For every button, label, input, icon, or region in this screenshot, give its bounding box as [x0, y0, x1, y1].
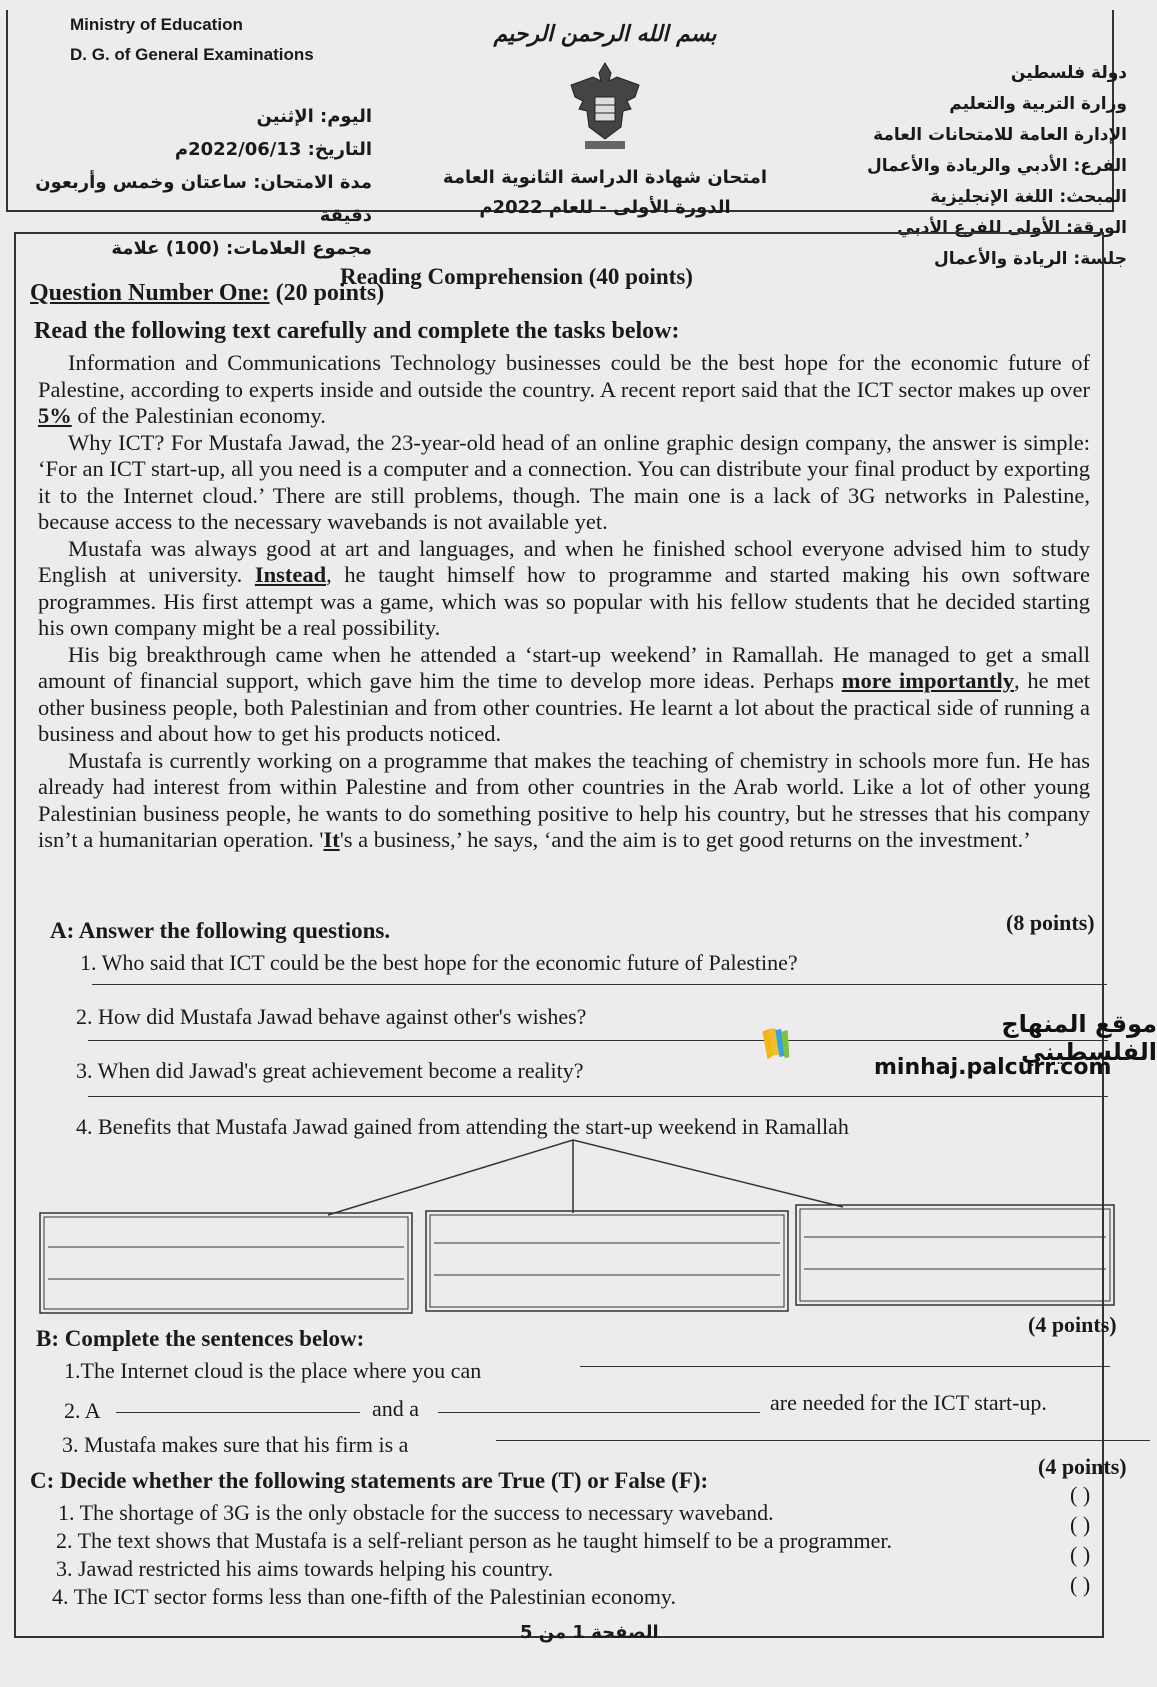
text: of the Palestinian economy.	[71, 403, 326, 428]
sentence-b2-start: 2. A	[64, 1398, 101, 1423]
exam-session: الدورة الأولى - للعام 2022م	[479, 197, 731, 218]
sentence-b1: 1.The Internet cloud is the place where you can	[64, 1358, 482, 1383]
ministry-line: Ministry of Education	[70, 15, 243, 34]
paragraph-3	[38, 536, 1090, 642]
exam-date: التاريخ: 2022/06/13م	[174, 139, 372, 160]
blank-b2-second[interactable]	[438, 1412, 760, 1413]
benefits-diagram	[38, 1135, 1118, 1315]
question-a3: 3. When did Jawad's great achievement become a reality?	[76, 1058, 584, 1083]
section-b-points: (4 points)	[1028, 1312, 1117, 1337]
exam-duration: مدة الامتحان: ساعتان وخمس وأربعون دقيقة	[35, 172, 372, 226]
directorate-ar: الإدارة العامة للامتحانات العامة	[873, 125, 1127, 145]
page-footer: الصفحة 1 من 5	[520, 1622, 659, 1643]
benefit-box-3[interactable]	[796, 1205, 1114, 1305]
sentence-b2-mid: and a	[372, 1396, 420, 1421]
sentence-b2-end: are needed for the ICT start-up.	[770, 1390, 1047, 1415]
subject: المبحث: اللغة الإنجليزية	[930, 187, 1127, 207]
paragraph-5	[38, 748, 1090, 854]
book-logo-icon	[760, 990, 860, 1100]
header-center	[440, 22, 770, 223]
text: 's a business,’ he says, ‘and the aim is to get good returns on the investment.’	[339, 827, 1031, 852]
question-points: (20 points)	[275, 280, 385, 306]
underlined-word: 5%	[38, 403, 72, 428]
exam-day: اليوم: الإثنين	[256, 106, 372, 127]
branch: الفرع: الأدبي والريادة والأعمال	[866, 156, 1127, 176]
question-a2: 2. How did Mustafa Jawad behave against other's wishes?	[76, 1004, 587, 1029]
answer-line-a1[interactable]	[92, 984, 1107, 985]
blank-b3[interactable]	[496, 1440, 1150, 1441]
session-name: جلسة: الريادة والأعمال	[934, 249, 1127, 269]
ministry-block-en	[70, 10, 314, 70]
text: Mustafa was always good at art and languages, and when he finished school everyone advised him to study English at university.	[38, 535, 1090, 587]
question-label: Question Number One:	[30, 280, 270, 306]
text: , he met other business people, both Palestinian and from other countries. He learnt a lot about the practical side of running a business and about how to get his products noticed.	[38, 668, 1090, 746]
question-a4: 4. Benefits that Mustafa Jawad gained from attending the start-up weekend in Ramallah	[76, 1114, 849, 1139]
section-a-points: (8 points)	[1006, 910, 1095, 935]
eagle-emblem-icon	[565, 57, 645, 153]
blank-b1[interactable]	[580, 1366, 1110, 1367]
answer-line-a3[interactable]	[88, 1096, 1108, 1097]
blank-b2-first[interactable]	[116, 1412, 360, 1413]
text: , he taught himself how to programme and started making his own software programmes. His first attempt was a game, which was so popular with his fellow students that he decided starting his own company might be a real possibility.	[38, 562, 1090, 640]
statement-c1: 1. The shortage of 3G is the only obstacle for the success to necessary waveband.	[58, 1500, 774, 1525]
section-title: Reading Comprehension (40 points)	[340, 264, 693, 289]
underlined-word: Instead	[254, 562, 327, 587]
state-name: دولة فلسطين	[1010, 63, 1127, 83]
benefit-box-1[interactable]	[40, 1213, 412, 1313]
exam-title: امتحان شهادة الدراسة الثانوية العامة	[442, 167, 768, 188]
text: Information and Communications Technology businesses could be the best hope for the economic future of Palestine, according to experts inside and outside the country. A recent report said that the ICT sector makes up over	[38, 350, 1090, 402]
paper: الورقة: الأولى للفرع الأدبي	[897, 218, 1127, 238]
statement-c4: 4. The ICT sector forms less than one-fifth of the Palestinian economy.	[52, 1584, 677, 1609]
section-c-points: (4 points)	[1038, 1454, 1127, 1479]
section-a-title: A: Answer the following questions.	[50, 918, 391, 943]
underlined-word: It	[323, 827, 340, 852]
section-c-title: C: Decide whether the following statements are True (T) or False (F):	[30, 1468, 709, 1493]
ministry-name-ar: وزارة التربية والتعليم	[949, 94, 1127, 114]
directorate-line: D. G. of General Examinations	[70, 45, 314, 64]
statement-c3: 3. Jawad restricted his aims towards helping his country.	[56, 1556, 554, 1581]
watermark-url[interactable]: minhaj.palcurr.com	[874, 1055, 1112, 1080]
reading-passage	[38, 350, 1090, 854]
section-b-title: B: Complete the sentences below:	[36, 1326, 365, 1351]
sentence-b3: 3. Mustafa makes sure that his firm is a	[62, 1432, 409, 1457]
answer-paren-c1[interactable]: ( )	[1070, 1482, 1091, 1507]
text: Mustafa is currently working on a programme that makes the teaching of chemistry in schools more fun. He has already had interest from within Palestine and from other countries in the Arab world. Like a lot of other young Palestinian business people, he wants to do something positive to help his country, but he stresses that his company isn’t a humanitarian operation. '	[38, 747, 1090, 852]
paragraph-2: Why ICT? For Mustafa Jawad, the 23-year-old head of an online graphic design company, the answer is simple: ‘For an ICT start-up, all you need is a computer and a connection. You can distribute your final product by exporting it to the Internet cloud.’ There are still problems, though. The main one is a lack of 3G networks in Palestine, because access to the necessary wavebands is not available yet.	[38, 429, 1090, 534]
watermark-site-name: موقع المنهاج الفلسطيني	[1001, 1010, 1157, 1066]
paragraph-4	[38, 642, 1090, 748]
answer-paren-c3[interactable]: ( )	[1070, 1542, 1091, 1567]
paragraph-1	[38, 350, 1090, 430]
statement-c2: 2. The text shows that Mustafa is a self-reliant person as he taught himself to be a programmer.	[56, 1528, 892, 1553]
underlined-word: more importantly	[841, 668, 1014, 693]
instruction: Read the following text carefully and complete the tasks below:	[34, 318, 680, 344]
benefit-box-2[interactable]	[426, 1211, 788, 1311]
question-a1: 1. Who said that ICT could be the best hope for the economic future of Palestine?	[80, 950, 798, 975]
basmala: بسم الله الرحمن الرحيم	[493, 22, 717, 47]
answer-paren-c2[interactable]: ( )	[1070, 1512, 1091, 1537]
exam-total-marks: مجموع العلامات: (100) علامة	[111, 238, 372, 259]
question-number	[30, 280, 384, 307]
text: His big breakthrough came when he attended a ‘start-up weekend’ in Ramallah. He managed to get a small amount of financial support, which gave him the time to develop more ideas. Perhaps	[38, 641, 1090, 693]
answer-paren-c4[interactable]: ( )	[1070, 1572, 1091, 1597]
